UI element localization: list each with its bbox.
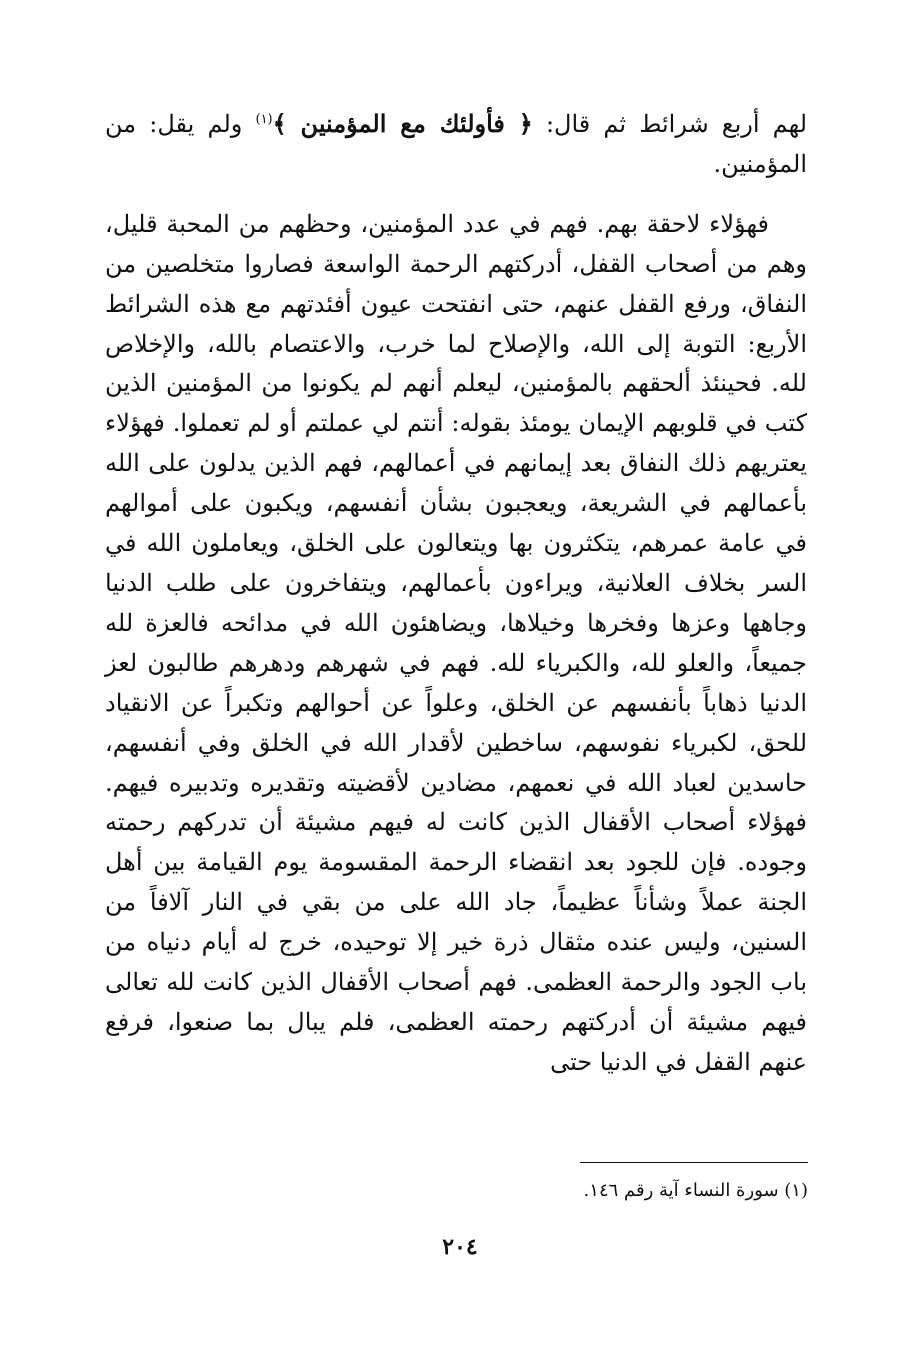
page-number: ٢٠٤ [442, 1234, 478, 1260]
paragraph-1-intro: لهم أربع شرائط ثم قال: [532, 110, 808, 138]
quranic-quote: فأولئك مع المؤمنين [286, 109, 519, 138]
page-body [105, 104, 807, 1083]
footnote-separator [580, 1162, 808, 1163]
paragraph-1-ending: ولم يقل: من المؤمنين. [105, 110, 807, 178]
footnote-reference[interactable]: (١) [255, 112, 273, 127]
paragraph-1 [105, 104, 807, 185]
quote-close-bracket: ﴾ [272, 109, 287, 138]
footnote: (١) سورة النساء آية رقم ١٤٦. [583, 1180, 808, 1201]
paragraph-2: فهؤلاء لاحقة بهم. فهم في عدد المؤمنين، وحظهم من المحبة قليل، وهم من أصحاب القفل، أدركتهم الرحمة الواسعة فصاروا متخلصين من النفاق، ورفع القفل عنهم، حتى انفتحت عيون أفئدتهم مع هذه الشرائط الأربع: التوبة إلى الله، والإصلاح لما خرب، والاعتصام بالله، والإخلاص لله. فحينئذ ألحقهم بالمؤمنين، ليعلم أنهم لم يكونوا من المؤمنين الذين كتب في قلوبهم الإيمان يومئذ بقوله: أنتم لي عملتم أو لم تعملوا. فهؤلاء يعتريهم ذلك النفاق بعد إيمانهم في أعمالهم، فهم الذين يدلون على الله بأعمالهم في الشريعة، ويعجبون بشأن أنفسهم، ويكبون على أموالهم في عامة عمرهم، يتكثرون بها ويتعالون على الخلق، ويعاملون الله في السر بخلاف العلانية، ويراءون بأعمالهم، ويتفاخرون على طلب الدنيا وجاهها وعزها وفخرها وخيلاها، ويضاهئون الله في مدائحه فالعزة لله جميعاً، والعلو لله، والكبرياء لله. فهم في شهرهم ودهرهم طالبون لعز الدنيا ذهاباً بأنفسهم عن الخلق، وعلواً عن أحوالهم وتكبراً عن الانقياد للحق، لكبرياء نفوسهم، ساخطين لأقدار الله في الخلق وفي أنفسهم، حاسدين لعباد الله في نعمهم، مضادين لأقضيته وتقديره وتدبيره فيهم. فهؤلاء أصحاب الأقفال الذين كانت له فيهم مشيئة أن تدركهم رحمته وجوده. فإن للجود بعد انقضاء الرحمة المقسومة يوم القيامة بين أهل الجنة عملاً وشأناً عظيماً، جاد الله على من بقي في النار آلافاً من السنين، وليس عنده مثقال ذرة خير إلا توحيده، خرج له أيام دنياه من باب الجود والرحمة العظمى. فهم أصحاب الأقفال الذين كانت لله تعالى فيهم مشيئة أن أدركتهم رحمته العظمى، فلم يبال بما صنعوا، فرفع عنهم القفل في الدنيا حتى [105, 209, 807, 1076]
quote-open-bracket: ﴿ [518, 109, 533, 138]
